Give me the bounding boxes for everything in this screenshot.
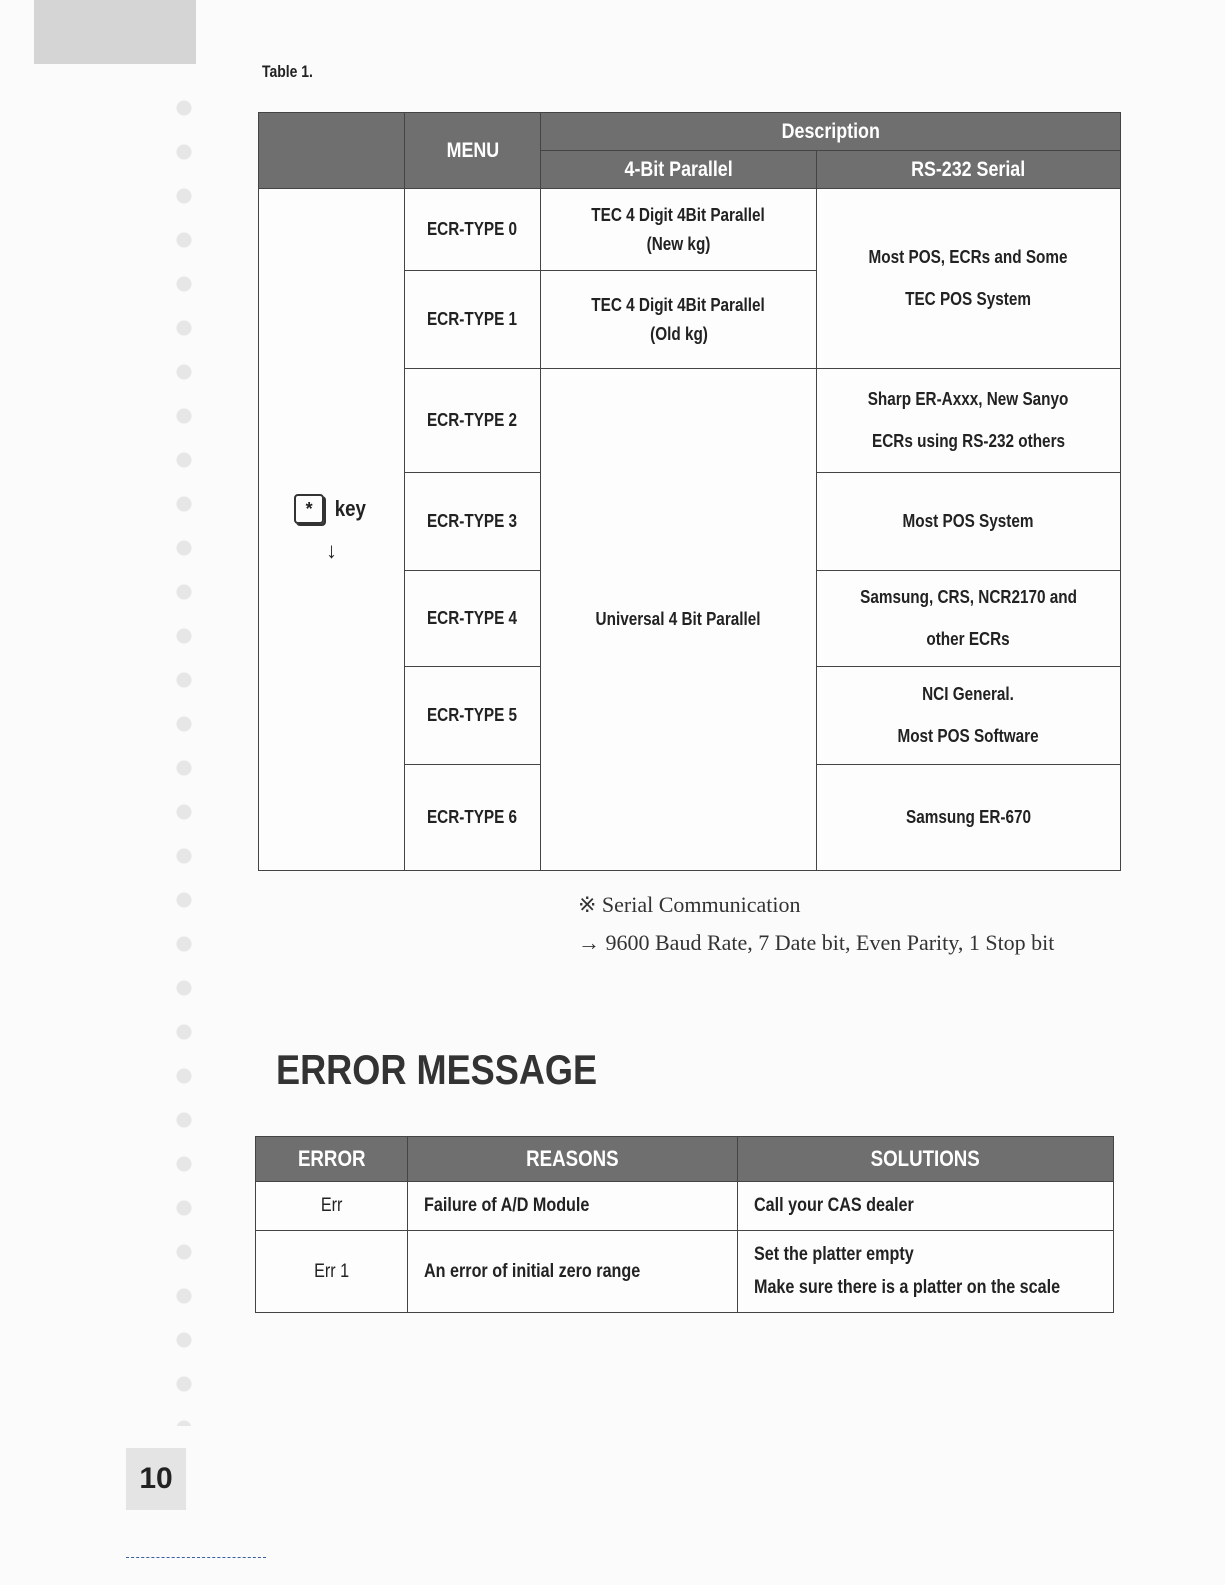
note-serial-settings: → 9600 Baud Rate, 7 Date bit, Even Parity, 1 Stop bit	[578, 930, 1055, 955]
header-solutions: SOLUTIONS	[738, 1137, 1114, 1182]
asterisk-key-icon: *	[294, 494, 324, 524]
error-code: Err	[256, 1182, 408, 1231]
parallel-universal: Universal 4 Bit Parallel	[541, 369, 817, 871]
key-cell	[259, 189, 405, 871]
header-reasons: REASONS	[408, 1137, 738, 1182]
header-menu: MENU	[405, 113, 541, 189]
page-number: 10	[126, 1448, 186, 1510]
table-caption: Table 1.	[262, 62, 313, 81]
serial-type-2: Sharp ER-Axxx, New Sanyo ECRs using RS-232 others	[817, 369, 1121, 473]
error-solution: Set the platter empty Make sure there is a platter on the scale	[738, 1231, 1114, 1313]
menu-ecr-type-2: ECR-TYPE 2	[405, 369, 541, 473]
binding-hole-dots	[174, 86, 194, 1426]
diagonal-corner-cell	[259, 113, 405, 189]
error-reason: Failure of A/D Module	[408, 1182, 738, 1231]
menu-ecr-type-5: ECR-TYPE 5	[405, 667, 541, 765]
serial-type-0-1: Most POS, ECRs and Some TEC POS System	[817, 189, 1121, 369]
menu-ecr-type-0: ECR-TYPE 0	[405, 189, 541, 271]
header-error: ERROR	[256, 1137, 408, 1182]
parallel-type-1: TEC 4 Digit 4Bit Parallel (Old kg)	[541, 271, 817, 369]
section-title-error-message: ERROR MESSAGE	[276, 1046, 598, 1093]
ecr-type-table	[258, 112, 1121, 871]
menu-ecr-type-3: ECR-TYPE 3	[405, 473, 541, 571]
header-4bit-parallel: 4-Bit Parallel	[541, 151, 817, 189]
error-code: Err 1	[256, 1231, 408, 1313]
error-table	[255, 1136, 1114, 1313]
menu-ecr-type-6: ECR-TYPE 6	[405, 765, 541, 871]
parallel-type-0: TEC 4 Digit 4Bit Parallel (New kg)	[541, 189, 817, 271]
arrow-down-icon: ↓	[326, 537, 337, 563]
serial-type-6: Samsung ER-670	[817, 765, 1121, 871]
serial-type-4: Samsung, CRS, NCR2170 and other ECRs	[817, 571, 1121, 667]
header-description: Description	[541, 113, 1121, 151]
key-label: key	[334, 496, 367, 522]
serial-type-5: NCI General. Most POS Software	[817, 667, 1121, 765]
error-solution: Call your CAS dealer	[738, 1182, 1114, 1231]
corner-tab	[34, 0, 196, 64]
note-serial-communication: ※ Serial Communication	[578, 892, 801, 917]
error-reason: An error of initial zero range	[408, 1231, 738, 1313]
menu-ecr-type-1: ECR-TYPE 1	[405, 271, 541, 369]
header-rs232-serial: RS-232 Serial	[817, 151, 1121, 189]
menu-ecr-type-4: ECR-TYPE 4	[405, 571, 541, 667]
serial-type-3: Most POS System	[817, 473, 1121, 571]
bottom-rule	[126, 1557, 266, 1558]
